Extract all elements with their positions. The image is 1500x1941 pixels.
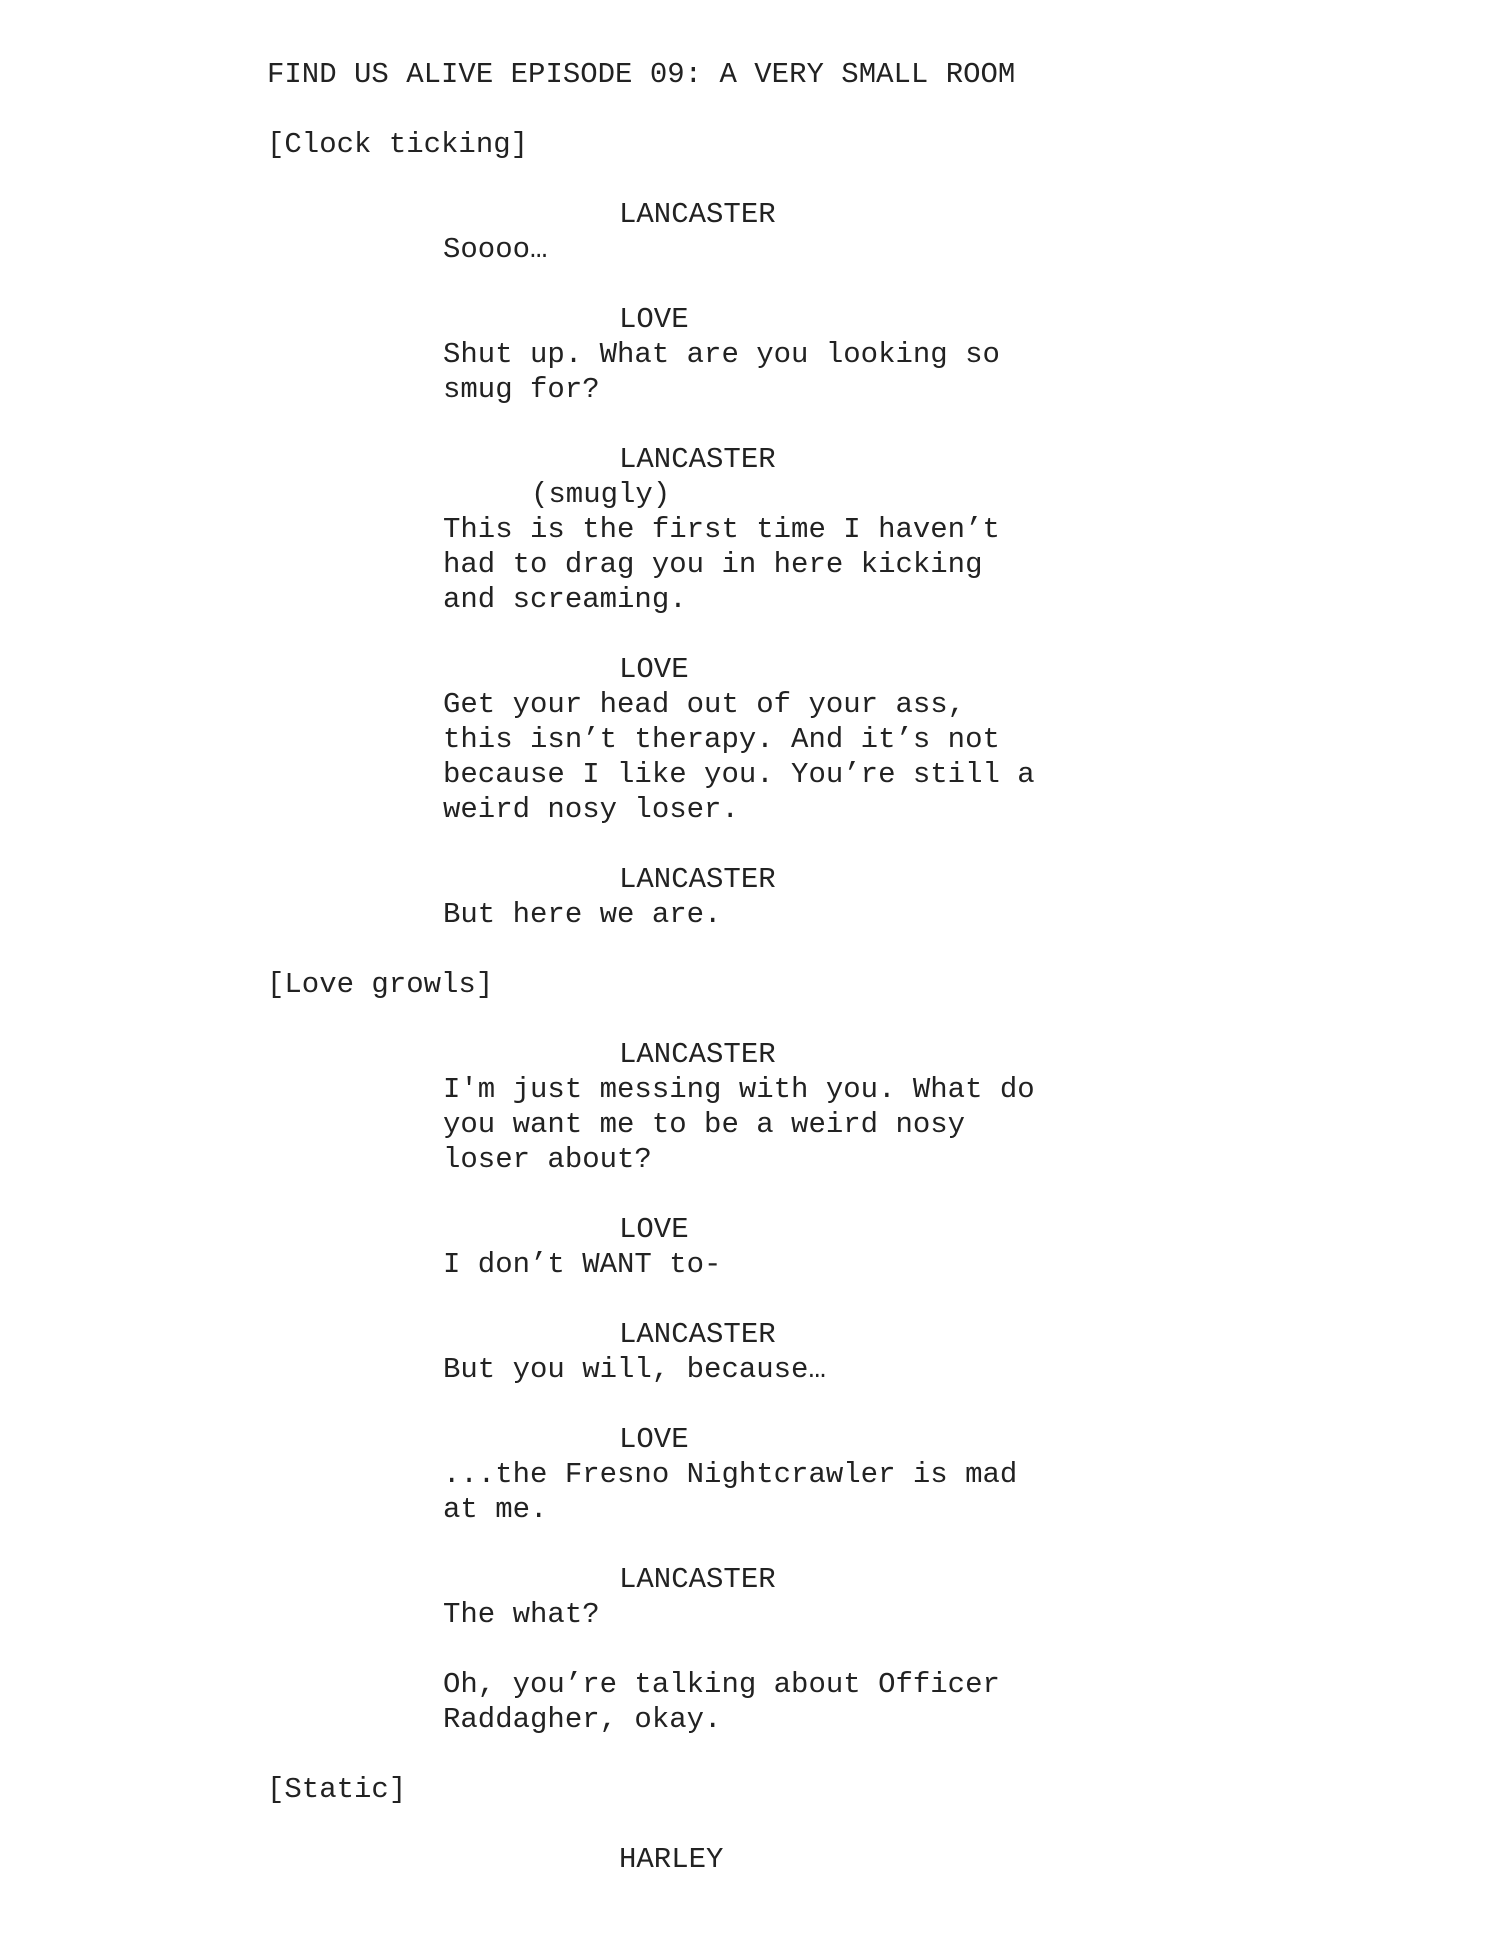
dialogue-line: Shut up. What are you looking so	[443, 338, 1000, 371]
dialogue-line: this isn’t therapy. And it’s not	[443, 723, 1000, 756]
dialogue-line: Raddagher, okay.	[443, 1703, 722, 1736]
dialogue-line: The what?	[443, 1598, 600, 1631]
script-title: FIND US ALIVE EPISODE 09: A VERY SMALL ROOM	[267, 58, 1016, 91]
dialogue-line: because I like you. You’re still a	[443, 758, 1035, 791]
character-name: LOVE	[619, 303, 689, 336]
dialogue-line: Oh, you’re talking about Officer	[443, 1668, 1000, 1701]
dialogue-line: you want me to be a weird nosy	[443, 1108, 966, 1141]
character-name: LANCASTER	[619, 863, 776, 896]
action-line: [Clock ticking]	[267, 128, 529, 161]
character-name: LANCASTER	[619, 443, 776, 476]
character-name: LANCASTER	[619, 198, 776, 231]
dialogue-line: But you will, because…	[443, 1353, 826, 1386]
character-name: LOVE	[619, 653, 689, 686]
dialogue-line: at me.	[443, 1493, 548, 1526]
action-line: [Static]	[267, 1773, 407, 1806]
dialogue-line: This is the first time I haven’t	[443, 513, 1000, 546]
character-name: HARLEY	[619, 1843, 724, 1876]
character-name: LOVE	[619, 1213, 689, 1246]
dialogue-line: loser about?	[443, 1143, 652, 1176]
dialogue-line: I'm just messing with you. What do	[443, 1073, 1035, 1106]
dialogue-line: I don’t WANT to-	[443, 1248, 722, 1281]
dialogue-line: had to drag you in here kicking	[443, 548, 983, 581]
character-name: LANCASTER	[619, 1038, 776, 1071]
character-name: LANCASTER	[619, 1318, 776, 1351]
parenthetical: (smugly)	[531, 478, 671, 511]
character-name: LOVE	[619, 1423, 689, 1456]
dialogue-line: But here we are.	[443, 898, 722, 931]
dialogue-line: weird nosy loser.	[443, 793, 739, 826]
action-line: [Love growls]	[267, 968, 494, 1001]
dialogue-line: smug for?	[443, 373, 600, 406]
dialogue-line: Get your head out of your ass,	[443, 688, 966, 721]
dialogue-line: Soooo…	[443, 233, 548, 266]
character-name: LANCASTER	[619, 1563, 776, 1596]
dialogue-line: ...the Fresno Nightcrawler is mad	[443, 1458, 1018, 1491]
dialogue-line: and screaming.	[443, 583, 687, 616]
